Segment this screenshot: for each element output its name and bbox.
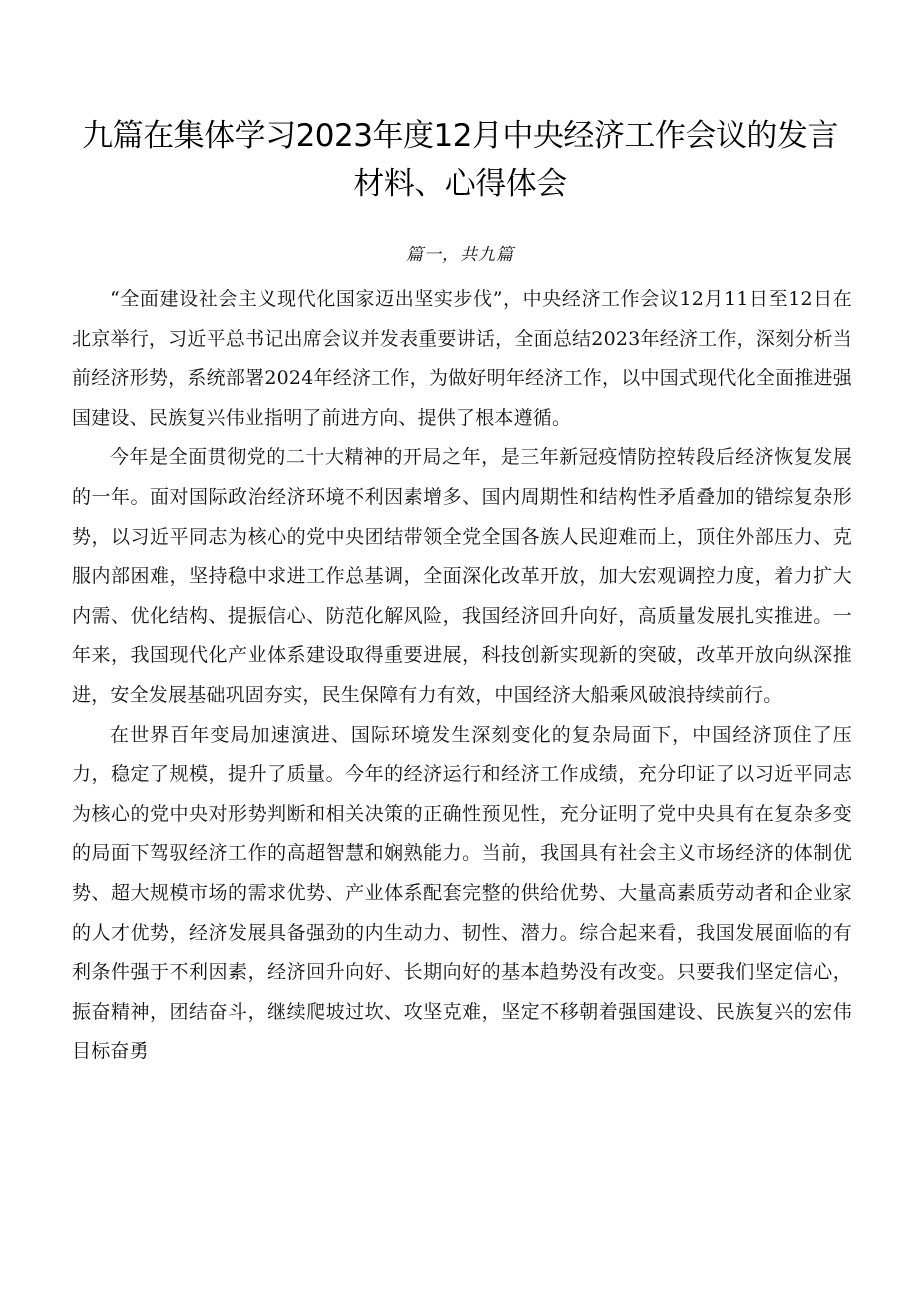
paragraph: 在世界百年变局加速演进、国际环境发生深刻变化的复杂局面下，中国经济顶住了压力，稳定了规模，提升了质量。今年的经济运行和经济工作成绩，充分印证了以习近平同志为核心的党中央对形势判断和相关决策的正确性预见性，充分证明了党中央具有在复杂多变的局面下驾驭经济工作的高超智慧和娴熟能力。当前，我国具有社会主义市场经济的体制优势、超大规模市场的需求优势、产业体系配套完整的供给优势、大量高素质劳动者和企业家的人才优势，经济发展具备强劲的内生动力、韧性、潜力。综合起来看，我国发展面临的有利条件强于不利因素，经济回升向好、长期向好的基本趋势没有改变。只要我们坚定信心，振奋精神，团结奋斗，继续爬坡过坎、攻坚克难，坚定不移朝着强国建设、民族复兴的宏伟目标奋勇	[72, 723, 852, 1063]
paragraph: “全面建设社会主义现代化国家迈出坚实步伐”，中央经济工作会议12月11日至12日在北京举行，习近平总书记出席会议并发表重要讲话，全面总结2023年经济工作，深刻分析当前经济形势，系统部署2024年经济工作，为做好明年经济工作，以中国式现代化全面推进强国建设、民族复兴伟业指明了前进方向、提供了根本遵循。	[72, 288, 852, 429]
paragraph: 今年是全面贯彻党的二十大精神的开局之年，是三年新冠疫情防控转段后经济恢复发展的一年。面对国际政治经济环境不利因素增多、国内周期性和结构性矛盾叠加的错综复杂形势，以习近平同志为核心的党中央团结带领全党全国各族人民迎难而上，顶住外部压力、克服内部困难，坚持稳中求进工作总基调，全面深化改革开放，加大宏观调控力度，着力扩大内需、优化结构、提振信心、防范化解风险，我国经济回升向好，高质量发展扎实推进。一年来，我国现代化产业体系建设取得重要进展，科技创新实现新的突破，改革开放向纵深推进，安全发展基础巩固夯实，民生保障有力有效，中国经济大船乘风破浪持续前行。	[72, 446, 852, 706]
document-title: 九篇在集体学习2023年度12月中央经济工作会议的发言材料、心得体会	[82, 118, 838, 202]
section-heading: 篇一，共九篇	[406, 245, 514, 265]
document-body	[72, 280, 852, 1072]
